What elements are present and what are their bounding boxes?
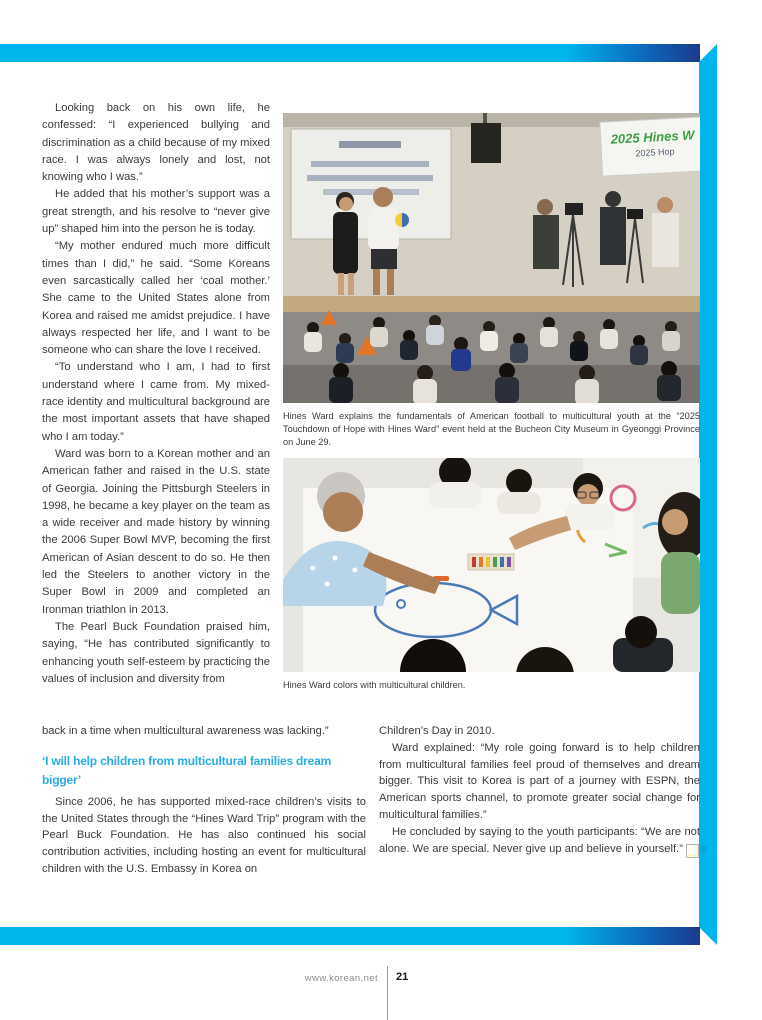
photo-coloring-event — [283, 458, 700, 692]
bottom-left-column — [42, 723, 366, 878]
bottom-ribbon-bar — [0, 927, 700, 945]
footer-page-number: 21 — [396, 971, 409, 983]
photo-football-event-image — [283, 113, 700, 403]
article-paragraph: He added that his mother’s support was a great strength, and his resolve to “never give up” shaped him into the person he is today. — [42, 188, 270, 236]
korean-net-end-mark-icon: 한 — [686, 844, 699, 858]
photo-coloring-event-image — [283, 458, 700, 672]
article-paragraph: Ward was born to a Korean mother and an American father and raised in the U.S. state of Georgia. Joining the Pittsburgh Steelers in 1998, he became a key player on the team as a wide receiver and made history by winning the 2006 Super Bowl MVP, becoming the first American of Asian descent to do so. He then led the Steelers to another victory in the Super Bowl in 2009 and completed an Ironman triathlon in 2013. — [42, 447, 270, 616]
photo-coloring-caption: Hines Ward colors with multicultural children. — [283, 680, 466, 690]
right-ribbon-bar — [699, 44, 717, 945]
article-paragraph: Children’s Day in 2010. — [379, 725, 495, 737]
article-paragraph: Since 2006, he has supported mixed-race children’s visits to the United States through the “Hines Ward Trip” program with the Pearl Buck Foundation. He has also continued his social contribution activities, including hosting an event for multicultural children with the U.S. Embassy in Korea on — [42, 795, 366, 875]
article-paragraph — [379, 824, 708, 858]
section-heading: ‘I will help children from multicultural families dream bigger’ — [42, 753, 332, 787]
article-paragraph: “My mother endured much more difficult times than I did,” he said. “Some Koreans even sarcastically called her ‘coal mother.’ She came to the United States alone from Korea and raised me amidst prejudice. I have always respected her life, and I want to be someone who can share the love I received. — [42, 240, 270, 357]
top-ribbon-bar — [0, 44, 700, 62]
closing-quote-text: He concluded by saying to the youth participants: “We are not alone. We are special. Never give up and believe in yourself.” — [379, 825, 700, 855]
article-paragraph: back in a time when multicultural awareness was lacking.” — [42, 725, 329, 737]
photo-football-caption: Hines Ward explains the fundamentals of American football to multicultural youth at the “2025 Touchdown of Hope with Hines Ward” event held at the Bucheon City Museum in Gyeonggi Province on June 29. — [283, 411, 700, 447]
bottom-right-column — [379, 723, 708, 878]
banner-title-text: 2025 Hines W — [610, 127, 695, 147]
banner-subtitle-text: 2025 Hop — [635, 146, 675, 159]
footer-divider-line — [387, 966, 388, 1020]
event-banner — [600, 117, 700, 177]
article-paragraph: The Pearl Buck Foundation praised him, saying, “He has contributed significantly to enhancing youth self-esteem by practicing the values of inclusion and diversity from — [42, 620, 270, 685]
footer-site-url: www.korean.net — [304, 973, 378, 984]
article-bottom-section — [42, 723, 708, 878]
article-paragraph: Ward explained: “My role going forward is to help children from multicultural families feel proud of themselves and dream bigger. This visit to Korea is part of a journey with ESPN, the American sports channel, to promote greater social change for multicultural families.” — [379, 741, 700, 821]
article-paragraph: Looking back on his own life, he confessed: “I experienced bullying and discrimination as a child because of my mixed race. I was always lonely and lost, not knowing who I was.” — [42, 102, 270, 184]
article-paragraph: “To understand who I am, I had to first understand where I came from. My mixed-race identity and multicultural background are the most important assets that have shaped who I am today.” — [42, 361, 270, 443]
article-left-column — [42, 100, 270, 725]
photo-football-event — [283, 113, 700, 449]
